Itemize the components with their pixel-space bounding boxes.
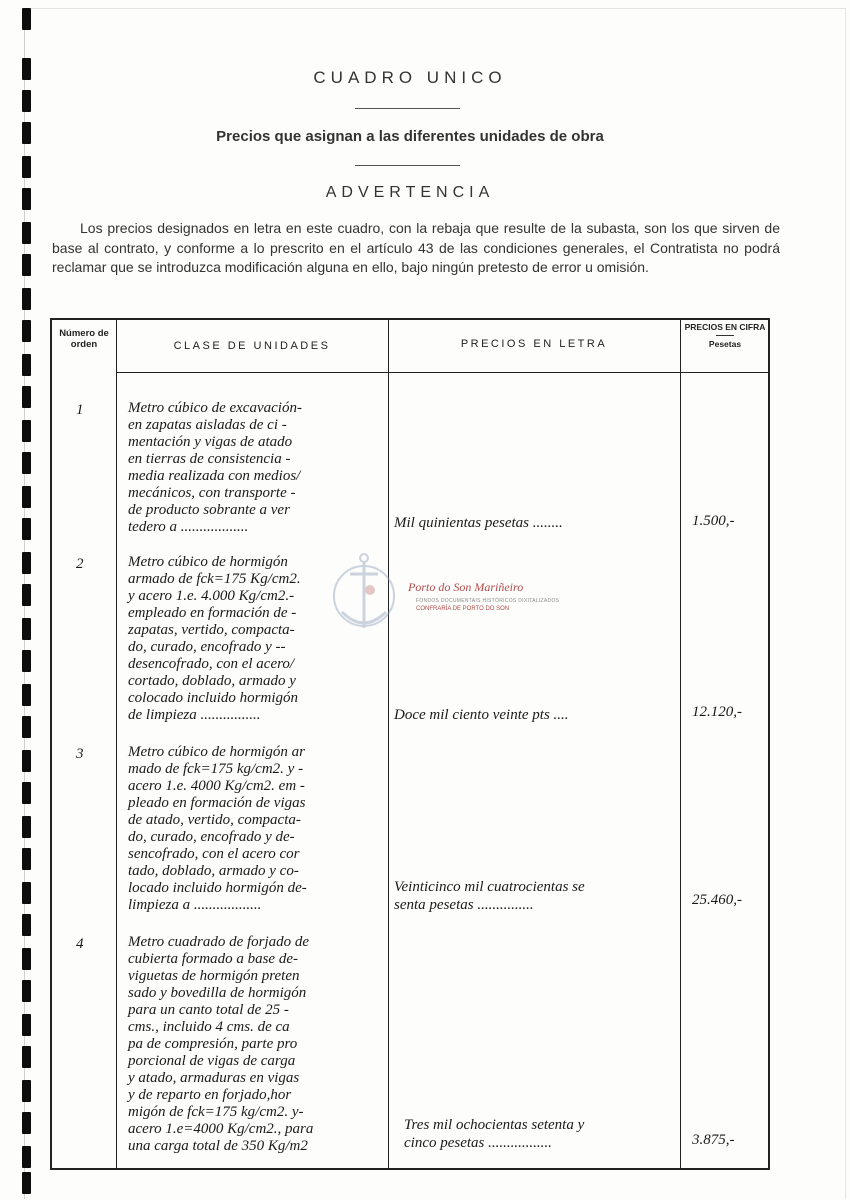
binding-hole — [22, 782, 31, 804]
binding-hole — [22, 1146, 31, 1168]
binding-hole — [22, 420, 31, 442]
header-letter: PRECIOS EN LETRA — [460, 338, 608, 350]
price-table — [50, 318, 770, 1170]
advertencia-paragraph: Los precios designados en letra en este cuadro, con la rebaja que resulte de la subasta, son los que sirven de base al contrato, y conforme a lo prescrito en el artículo 43 de las condiciones generales, el Contratista no podrá reclamar que se introduzca modificación alguna en ello, bajo ningún pretesto de error u omisión. — [52, 220, 780, 275]
binding-hole — [22, 618, 31, 640]
column-divider — [680, 320, 681, 1168]
row-price-letter: Veinticinco mil cuatrocientas se senta pesetas ............... — [394, 879, 585, 913]
binding-hole — [22, 716, 31, 738]
binding-hole — [22, 386, 31, 408]
row-price-cifra: 1.500,- — [692, 513, 735, 529]
header-cifra-label: PRECIOS EN CIFRA — [684, 322, 766, 332]
stamp-line2: CONFRARÍA DE PORTO DO SON — [416, 606, 510, 612]
binding-hole — [22, 948, 31, 970]
binding-hole — [22, 518, 31, 540]
section-heading: ADVERTENCIA — [325, 184, 495, 201]
page-title: CUADRO UNICO — [313, 68, 507, 87]
binding-hole — [22, 1172, 31, 1194]
binding-hole — [22, 288, 31, 310]
row-description: Metro cúbico de hormigón armado de fck=175 Kg/cm2. y acero 1.e. 4.000 Kg/cm2.- empleado en formación de - zapatas, vertido, compacta- do, curado, encofrado y -- desencofrado, con el acero/ cortado, doblado, armado y colocado incluido hormigón de limpieza ................ — [128, 554, 301, 723]
header-cifra-dash — [716, 335, 734, 336]
binding-hole — [22, 1112, 31, 1134]
header-cifra — [680, 322, 770, 350]
binding-hole — [22, 452, 31, 474]
binding-hole — [22, 156, 31, 178]
binding-hole — [22, 816, 31, 838]
row-price-letter: Mil quinientas pesetas ........ — [394, 515, 563, 531]
binding-hole — [22, 650, 31, 672]
binding-hole — [22, 848, 31, 870]
binding-hole — [22, 1014, 31, 1036]
binding-hole — [22, 980, 31, 1002]
row-number: 1 — [76, 402, 84, 418]
column-divider — [116, 320, 117, 1168]
binding-hole — [22, 8, 31, 30]
row-description: Metro cúbico de hormigón ar mado de fck=175 kg/cm2. y - acero 1.e. 4000 Kg/cm2. em - pleado en formación de vigas de atado, vertido, compacta- do, curado, encofrado y de- sencofrado, con el acero cor tado, doblado, armado y co- locado incluido hormigón de- limpieza a .................. — [128, 744, 307, 913]
page-subtitle: Precios que asignan a las diferentes unidades de obra — [216, 128, 604, 145]
binding-hole — [22, 222, 31, 244]
binding-hole — [22, 584, 31, 606]
archive-watermark — [330, 548, 560, 638]
binding-hole — [22, 552, 31, 574]
binding-hole — [22, 354, 31, 376]
row-price-letter: Doce mil ciento veinte pts .... — [394, 707, 569, 723]
binding-hole — [22, 882, 31, 904]
header-divider — [116, 372, 768, 373]
row-number: 4 — [76, 936, 84, 952]
row-price-cifra: 3.875,- — [692, 1132, 735, 1148]
binding-hole — [22, 684, 31, 706]
binding-hole — [22, 320, 31, 342]
row-number: 3 — [76, 746, 84, 762]
binding-hole — [22, 1046, 31, 1068]
binding-hole — [22, 254, 31, 276]
row-price-cifra: 25.460,- — [692, 892, 742, 908]
stamp-line1: FONDOS DOCUMENTAIS HISTÓRICOS DIXITALIZADOS — [416, 598, 560, 604]
row-description: Metro cuadrado de forjado de cubierta formado a base de- viguetas de hormigón preten sado y bovedilla de hormigón para un canto total de 25 - cms., incluido 4 cms. de ca pa de compresión, parte pro porcional de vigas de carga y atado, armaduras en vigas y de reparto en forjado,hor migón de fck=175 kg/cm2. y- acero 1.e=4000 Kg/cm2., para una carga total de 350 Kg/m2 — [128, 934, 314, 1154]
row-number: 2 — [76, 556, 84, 572]
row-price-letter: Tres mil ochocientas setenta y cinco pesetas ................. — [404, 1117, 585, 1151]
header-number: Número de orden — [59, 328, 109, 350]
binding-hole — [22, 1080, 31, 1102]
row-price-cifra: 12.120,- — [692, 704, 742, 720]
binding-hole — [22, 914, 31, 936]
header-units: CLASE DE UNIDADES — [173, 340, 331, 352]
binding-hole — [22, 486, 31, 508]
binding-hole — [22, 750, 31, 772]
binding-hole — [22, 90, 31, 112]
stamp-name: Porto do Son Mariñeiro — [408, 580, 524, 594]
row-description: Metro cúbico de excavación- en zapatas aisladas de ci - mentación y vigas de atado en tierras de consistencia - media realizada con medios/ mecánicos, con transporte - de producto sobrante a ver tedero a .................. — [128, 400, 302, 535]
anchor-seal-icon — [330, 548, 400, 638]
header-currency: Pesetas — [708, 339, 742, 349]
title-divider — [355, 108, 460, 109]
subtitle-divider — [355, 165, 460, 166]
